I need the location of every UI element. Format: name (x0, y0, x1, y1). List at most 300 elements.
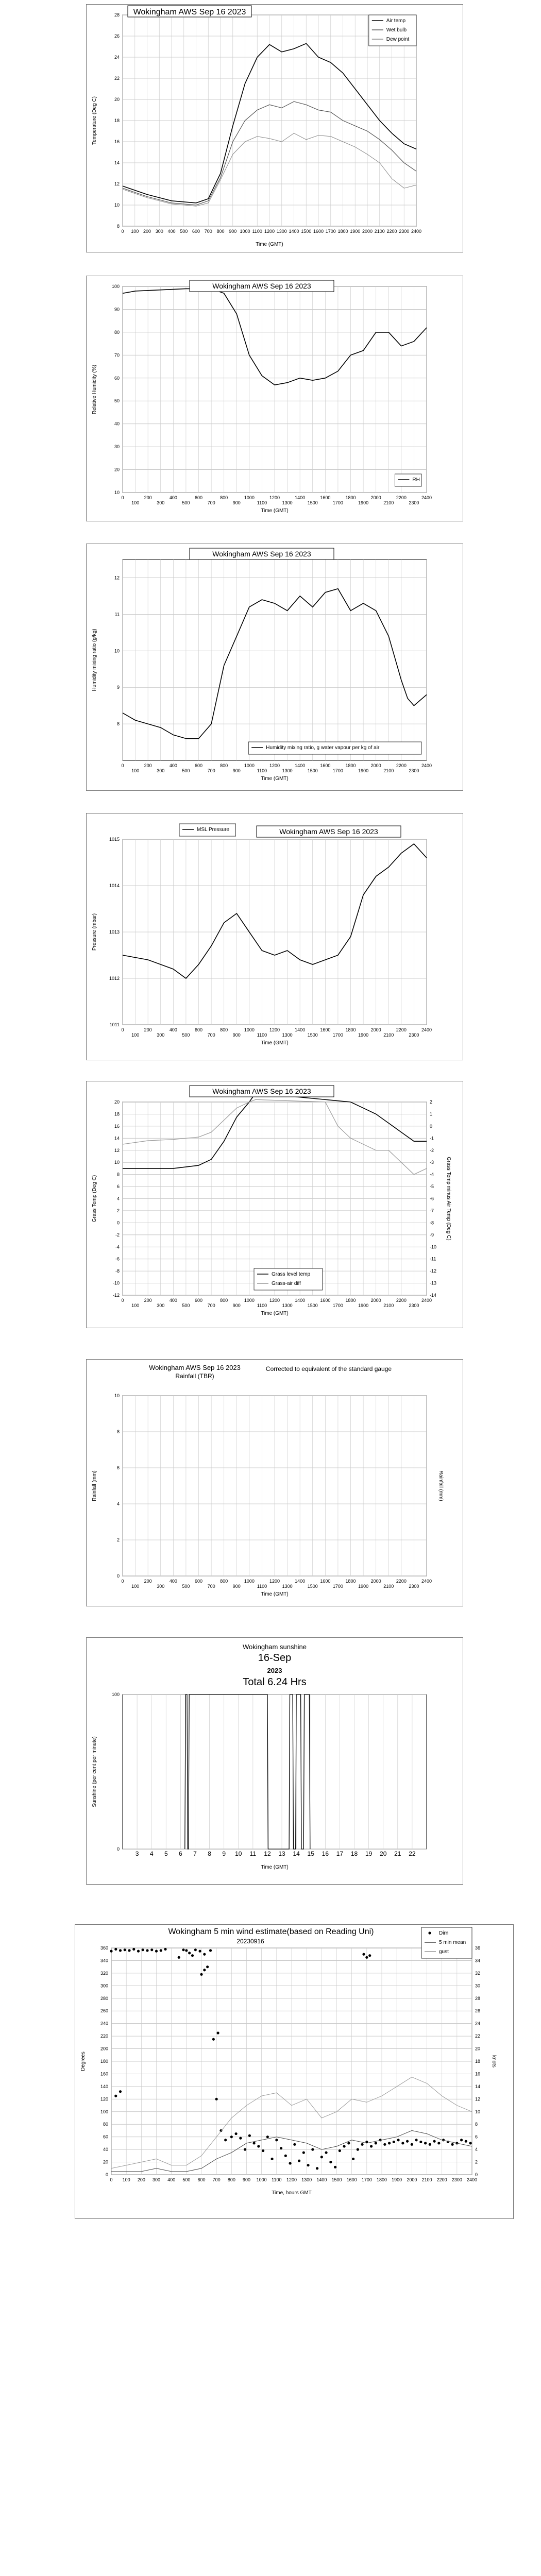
x-tick-label: 1000 (244, 763, 255, 768)
data-point (142, 1948, 144, 1951)
y-tick-label: 50 (114, 398, 120, 404)
grass-temp-plot (87, 1081, 463, 1328)
y-tick-label: 28 (114, 12, 120, 18)
x-tick-label: 800 (220, 1579, 228, 1584)
x-tick-label: 1500 (301, 229, 312, 234)
data-point (215, 2098, 218, 2100)
data-point (370, 2145, 373, 2147)
y-right-tick-label: 0 (430, 1123, 433, 1129)
x-tick-label: 100 (122, 2177, 130, 2182)
data-point (266, 2136, 269, 2138)
x-tick-label: 700 (207, 1584, 215, 1589)
y-tick-label: 100 (111, 1692, 120, 1697)
x-tick-label: 1400 (295, 1298, 306, 1303)
y-tick-label: 6 (116, 1184, 120, 1190)
x-tick-label: 2400 (421, 1579, 432, 1584)
data-point (188, 1952, 191, 1954)
x-tick-label: 700 (207, 500, 215, 505)
chart-title: Wokingham AWS Sep 16 2023 (212, 282, 311, 290)
x-tick-label: 2000 (370, 1298, 381, 1303)
x-tick-label: 0 (121, 495, 124, 500)
x-tick-label: 1800 (345, 763, 356, 768)
x-axis-label: Time (GMT) (256, 242, 283, 247)
y-tick-label: 8 (116, 1429, 120, 1434)
x-tick-label: 2000 (370, 1579, 381, 1584)
data-point (128, 1949, 130, 1952)
data-point (397, 2139, 399, 2141)
x-tick-label: 100 (131, 768, 140, 773)
data-point (206, 1965, 209, 1968)
y-right-tick-label: 20 (475, 2046, 481, 2052)
grass-temp-chart (86, 1081, 463, 1328)
y-tick-label: 10 (114, 1160, 120, 1165)
y-right-tick-label: 14 (475, 2083, 481, 2089)
x-tick-label: 8 (208, 1850, 211, 1857)
data-point (388, 2142, 391, 2144)
y-tick-label: 18 (114, 118, 120, 123)
x-tick-label: 700 (204, 229, 212, 234)
data-point (320, 2156, 323, 2158)
y-tick-label: 6 (116, 1465, 120, 1470)
data-point (224, 2139, 227, 2141)
y-tick-label: 1011 (109, 1022, 120, 1027)
x-tick-label: 9 (222, 1850, 226, 1857)
x-tick-label: 200 (144, 1298, 152, 1303)
x-tick-label: 1300 (282, 1303, 293, 1308)
y-axis-label: Rainfall (mm) (92, 1470, 97, 1501)
x-tick-label: 20 (380, 1850, 387, 1857)
y-tick-label: 0 (116, 1573, 120, 1579)
data-point (146, 1949, 148, 1952)
data-point (119, 1949, 122, 1952)
data-point (401, 2142, 404, 2144)
data-point (411, 2143, 413, 2146)
mixing-ratio-plot (87, 544, 463, 790)
y-tick-label: 10 (114, 1393, 120, 1398)
x-tick-label: 1000 (244, 1298, 255, 1303)
x-tick-label: 2200 (396, 1579, 407, 1584)
y-right-tick-label: 2 (475, 2159, 478, 2165)
x-tick-label: 100 (131, 229, 139, 234)
y-tick-label: 60 (114, 375, 120, 381)
legend-label: Wet bulb (386, 27, 407, 33)
y-axis-label: Pressure (mbar) (92, 913, 97, 951)
y-tick-label: 4 (116, 1196, 120, 1201)
y-tick-label: 180 (100, 2059, 108, 2064)
x-tick-label: 12 (264, 1850, 271, 1857)
x-tick-label: 2000 (362, 229, 373, 234)
x-tick-label: 1200 (286, 2177, 297, 2182)
y-right-tick-label: 2 (430, 1099, 433, 1105)
data-point (437, 2142, 440, 2144)
x-tick-label: 13 (278, 1850, 285, 1857)
y-right-tick-label: -5 (430, 1184, 434, 1190)
y-tick-label: -10 (112, 1280, 120, 1286)
y-tick-label: 70 (114, 352, 120, 358)
x-tick-label: 2000 (370, 495, 381, 500)
y-tick-label: 24 (114, 55, 120, 60)
data-point (160, 1949, 162, 1952)
x-tick-label: 1500 (307, 768, 318, 773)
legend-label: Grass-air diff (272, 1281, 301, 1286)
x-tick-label: 500 (182, 768, 190, 773)
y-right-tick-label: -12 (430, 1268, 437, 1274)
data-point (185, 1949, 188, 1952)
x-tick-label: 800 (227, 2177, 235, 2182)
x-tick-label: 500 (182, 1032, 190, 1038)
x-tick-label: 1200 (269, 1298, 280, 1303)
data-point (289, 2162, 291, 2164)
x-tick-label: 800 (220, 495, 228, 500)
x-tick-label: 1800 (345, 1298, 356, 1303)
data-point (339, 2149, 341, 2152)
legend-label: RH (412, 477, 420, 483)
x-tick-label: 1700 (361, 2177, 372, 2182)
chart-title: Wokingham AWS Sep 16 2023 (133, 8, 246, 16)
y-tick-label: 100 (111, 284, 120, 289)
x-tick-label: 2100 (383, 1303, 394, 1308)
data-point (137, 1950, 140, 1953)
x-tick-label: 2300 (409, 1303, 419, 1308)
x-tick-label: 4 (149, 1850, 154, 1857)
chart-total: Total 6.24 Hrs (243, 1676, 307, 1688)
x-tick-label: 100 (131, 1032, 140, 1038)
data-point (451, 2143, 453, 2146)
y-tick-label: 1014 (109, 883, 120, 888)
data-point (132, 1948, 135, 1951)
x-tick-label: 2400 (466, 2177, 478, 2182)
chart-subtitle: Rainfall (TBR) (175, 1372, 214, 1380)
x-tick-label: 2400 (421, 763, 432, 768)
y-right-tick-label: -14 (430, 1293, 437, 1298)
x-tick-label: 1400 (289, 229, 299, 234)
y-right-tick-label: 36 (475, 1945, 481, 1951)
x-tick-label: 1700 (332, 500, 343, 505)
x-tick-label: 1400 (295, 495, 306, 500)
y-right-tick-label: -8 (430, 1220, 434, 1226)
x-tick-label: 21 (394, 1850, 401, 1857)
x-tick-label: 1600 (320, 763, 331, 768)
x-tick-label: 1100 (257, 1584, 267, 1589)
x-tick-label: 1700 (332, 1032, 343, 1038)
x-tick-label: 2400 (421, 1298, 432, 1303)
sunshine-plot (87, 1638, 463, 1884)
x-axis-label: Time (GMT) (261, 1591, 289, 1597)
y-axis-label: Temperature (Deg C) (92, 96, 97, 145)
data-point (329, 2161, 332, 2163)
rainfall-chart (86, 1359, 463, 1606)
humidity-plot (87, 276, 463, 521)
rainfall-plot (87, 1360, 463, 1606)
y-tick-label: -12 (112, 1293, 120, 1298)
y-tick-label: 40 (103, 2147, 108, 2153)
x-tick-label: 1000 (244, 1579, 255, 1584)
x-tick-label: 400 (169, 1579, 177, 1584)
x-tick-label: 300 (157, 768, 165, 773)
y-tick-label: 120 (100, 2096, 108, 2102)
data-point (347, 2142, 350, 2144)
x-tick-label: 500 (182, 1584, 190, 1589)
temperature-chart (86, 4, 463, 252)
x-tick-label: 100 (131, 1584, 140, 1589)
x-tick-label: 1100 (272, 2177, 282, 2182)
y-tick-label: 30 (114, 444, 120, 450)
x-tick-label: 2400 (411, 229, 422, 234)
chart-title: Wokingham 5 min wind estimate(based on Reading Uni) (168, 1927, 374, 1936)
y-right-tick-label: 6 (475, 2134, 478, 2140)
y-tick-label: 18 (114, 1111, 120, 1117)
x-tick-label: 2400 (421, 1027, 432, 1032)
x-tick-label: 16 (322, 1850, 329, 1857)
x-tick-label: 1100 (257, 1032, 267, 1038)
x-tick-label: 1000 (244, 495, 255, 500)
y-tick-label: 4 (116, 1501, 120, 1506)
y-right-tick-label: 18 (475, 2059, 481, 2064)
legend-swatch (428, 1931, 431, 1934)
y-tick-label: 360 (100, 1945, 108, 1951)
data-point (433, 2140, 435, 2143)
y-tick-label: 240 (100, 2021, 108, 2026)
x-tick-label: 1900 (358, 1584, 369, 1589)
x-tick-label: 1900 (358, 500, 369, 505)
y-tick-label: 12 (114, 575, 120, 581)
y-right-axis-label: knots (491, 2055, 497, 2067)
x-tick-label: 2200 (396, 1298, 407, 1303)
y-tick-label: 2 (116, 1537, 120, 1543)
x-tick-label: 0 (121, 1298, 124, 1303)
y-tick-label: 12 (114, 1147, 120, 1153)
x-tick-label: 300 (152, 2177, 161, 2182)
x-tick-label: 1000 (240, 229, 250, 234)
data-point (311, 2148, 314, 2151)
data-point (343, 2145, 345, 2147)
data-point (298, 2160, 300, 2162)
y-tick-label: 20 (114, 97, 120, 102)
x-tick-label: 3 (135, 1850, 139, 1857)
x-tick-label: 800 (220, 1298, 228, 1303)
x-tick-label: 900 (232, 1584, 241, 1589)
x-tick-label: 1200 (264, 229, 275, 234)
x-tick-label: 600 (194, 1579, 203, 1584)
y-tick-label: 1013 (109, 929, 120, 935)
x-tick-label: 1300 (282, 1032, 293, 1038)
x-tick-label: 2300 (409, 1584, 419, 1589)
x-tick-label: 2000 (370, 1027, 381, 1032)
legend-label: MSL Pressure (197, 827, 229, 833)
y-tick-label: 12 (114, 181, 120, 187)
legend-label: Air temp (386, 18, 406, 24)
data-point (406, 2140, 409, 2143)
y-right-tick-label: -10 (430, 1244, 437, 1250)
data-point (216, 2031, 219, 2034)
x-tick-label: 2300 (399, 229, 410, 234)
y-right-tick-label: 32 (475, 1970, 481, 1976)
y-tick-label: 1012 (109, 976, 120, 981)
legend-label: 5 min mean (439, 1940, 466, 1945)
y-tick-label: -8 (115, 1268, 120, 1274)
y-right-tick-label: 28 (475, 1995, 481, 2001)
y-tick-label: -6 (115, 1256, 120, 1262)
x-tick-label: 400 (169, 1027, 177, 1032)
y-right-tick-label: 0 (475, 2172, 478, 2177)
y-right-tick-label: 30 (475, 1983, 481, 1989)
x-tick-label: 1600 (320, 1579, 331, 1584)
y-axis-label: Humidity mixing ratio (g/kg) (92, 629, 97, 691)
x-tick-label: 1500 (307, 1303, 318, 1308)
data-point (178, 1956, 180, 1959)
x-tick-label: 1800 (376, 2177, 387, 2182)
x-tick-label: 300 (157, 1032, 165, 1038)
data-point (368, 1954, 371, 1957)
x-tick-label: 2100 (374, 229, 385, 234)
y-right-tick-label: 8 (475, 2122, 478, 2127)
data-point (203, 1969, 206, 1971)
plot-area (123, 1694, 427, 1849)
data-point (191, 1954, 194, 1957)
chart-note: Corrected to equivalent of the standard gauge (265, 1365, 392, 1372)
x-tick-label: 11 (249, 1850, 257, 1857)
x-tick-label: 1700 (332, 768, 343, 773)
y-tick-label: 0 (116, 1846, 120, 1852)
y-tick-label: 80 (103, 2122, 108, 2127)
data-point (164, 1948, 166, 1951)
x-tick-label: 1900 (358, 768, 369, 773)
x-tick-label: 0 (121, 1579, 124, 1584)
x-tick-label: 2300 (451, 2177, 462, 2182)
y-tick-label: 80 (114, 329, 120, 335)
x-tick-label: 14 (293, 1850, 300, 1857)
x-tick-label: 900 (232, 500, 241, 505)
data-point (212, 2038, 215, 2041)
y-tick-label: 22 (114, 76, 120, 81)
x-tick-label: 1600 (320, 1027, 331, 1032)
x-tick-label: 2000 (407, 2177, 417, 2182)
y-tick-label: 1015 (109, 837, 120, 842)
x-tick-label: 22 (409, 1850, 416, 1857)
chart-title: Wokingham AWS Sep 16 2023 (279, 827, 378, 836)
data-point (209, 1949, 212, 1952)
x-tick-label: 2200 (386, 229, 397, 234)
x-axis-label: Time (GMT) (261, 508, 289, 514)
data-point (469, 2142, 471, 2144)
data-point (234, 2132, 237, 2135)
x-tick-label: 1900 (358, 1032, 369, 1038)
x-tick-label: 400 (167, 229, 176, 234)
y-tick-label: 280 (100, 1995, 108, 2001)
x-tick-label: 1900 (392, 2177, 402, 2182)
y-tick-label: -4 (115, 1244, 120, 1250)
x-tick-label: 1900 (350, 229, 361, 234)
x-tick-label: 1100 (257, 500, 267, 505)
y-right-tick-label: 34 (475, 1958, 481, 1963)
x-tick-label: 1000 (256, 2177, 267, 2182)
x-tick-label: 200 (144, 1579, 152, 1584)
x-tick-label: 700 (212, 2177, 221, 2182)
data-point (119, 2090, 122, 2093)
x-tick-label: 600 (194, 763, 203, 768)
y-tick-label: 20 (114, 1099, 120, 1105)
x-tick-label: 800 (220, 1027, 228, 1032)
y-tick-label: 40 (114, 421, 120, 427)
y-tick-label: 20 (114, 467, 120, 472)
data-point (357, 2148, 359, 2151)
data-point (182, 1948, 184, 1951)
x-tick-label: 600 (192, 229, 200, 234)
y-tick-label: 16 (114, 139, 120, 144)
x-tick-label: 1200 (269, 1579, 280, 1584)
x-tick-label: 1900 (358, 1303, 369, 1308)
x-tick-label: 500 (182, 500, 190, 505)
data-point (280, 2147, 282, 2149)
x-tick-label: 1100 (257, 1303, 267, 1308)
x-tick-label: 1200 (269, 495, 280, 500)
x-tick-label: 1200 (269, 763, 280, 768)
y-right-tick-label: 24 (475, 2021, 481, 2026)
data-point (275, 2139, 278, 2141)
x-tick-label: 0 (121, 1027, 124, 1032)
x-tick-label: 1800 (345, 1027, 356, 1032)
x-tick-label: 400 (169, 495, 177, 500)
legend-label: Dirn (439, 1930, 449, 1936)
chart-year: 2023 (267, 1667, 282, 1674)
data-point (110, 1950, 112, 1953)
y-right-tick-label: -6 (430, 1196, 434, 1201)
y-right-tick-label: 26 (475, 2008, 481, 2014)
chart-title: Wokingham AWS Sep 16 2023 (212, 1087, 311, 1095)
y-right-tick-label: -3 (430, 1160, 434, 1165)
x-tick-label: 600 (194, 495, 203, 500)
x-tick-label: 6 (179, 1850, 182, 1857)
chart-subtitle: 20230916 (236, 1938, 264, 1945)
x-tick-label: 2300 (409, 1032, 419, 1038)
y-tick-label: 0 (116, 1220, 120, 1226)
data-point (284, 2155, 287, 2157)
x-tick-label: 500 (182, 1303, 190, 1308)
x-tick-label: 1500 (331, 2177, 342, 2182)
x-axis-label: Time (GMT) (261, 1040, 289, 1046)
data-point (262, 2149, 264, 2152)
x-tick-label: 1500 (307, 500, 318, 505)
x-tick-label: 1300 (276, 229, 287, 234)
chart-title: Wokingham AWS Sep 16 2023 (149, 1364, 241, 1371)
legend-label: Dew point (386, 37, 410, 42)
x-tick-label: 2300 (409, 768, 419, 773)
x-tick-label: 900 (232, 768, 241, 773)
y-right-tick-label: -9 (430, 1232, 434, 1238)
x-tick-label: 400 (169, 763, 177, 768)
sunshine-chart (86, 1637, 463, 1885)
data-point (244, 2148, 246, 2151)
x-axis-label: Time (GMT) (261, 776, 289, 782)
y-tick-label: 260 (100, 2008, 108, 2014)
x-tick-label: 200 (137, 2177, 145, 2182)
data-point (198, 1950, 201, 1953)
data-point (248, 2134, 251, 2137)
pressure-plot (87, 814, 463, 1060)
data-point (124, 1948, 126, 1951)
y-tick-label: 60 (103, 2134, 108, 2140)
x-tick-label: 500 (182, 2177, 191, 2182)
x-tick-label: 1700 (325, 229, 336, 234)
x-tick-label: 18 (350, 1850, 358, 1857)
data-point (383, 2143, 386, 2146)
chart-date: 16-Sep (258, 1652, 292, 1664)
y-tick-label: 10 (114, 202, 120, 208)
x-tick-label: 100 (131, 1303, 140, 1308)
data-point (200, 1973, 202, 1976)
data-point (307, 2164, 309, 2166)
x-tick-label: 2100 (383, 500, 394, 505)
